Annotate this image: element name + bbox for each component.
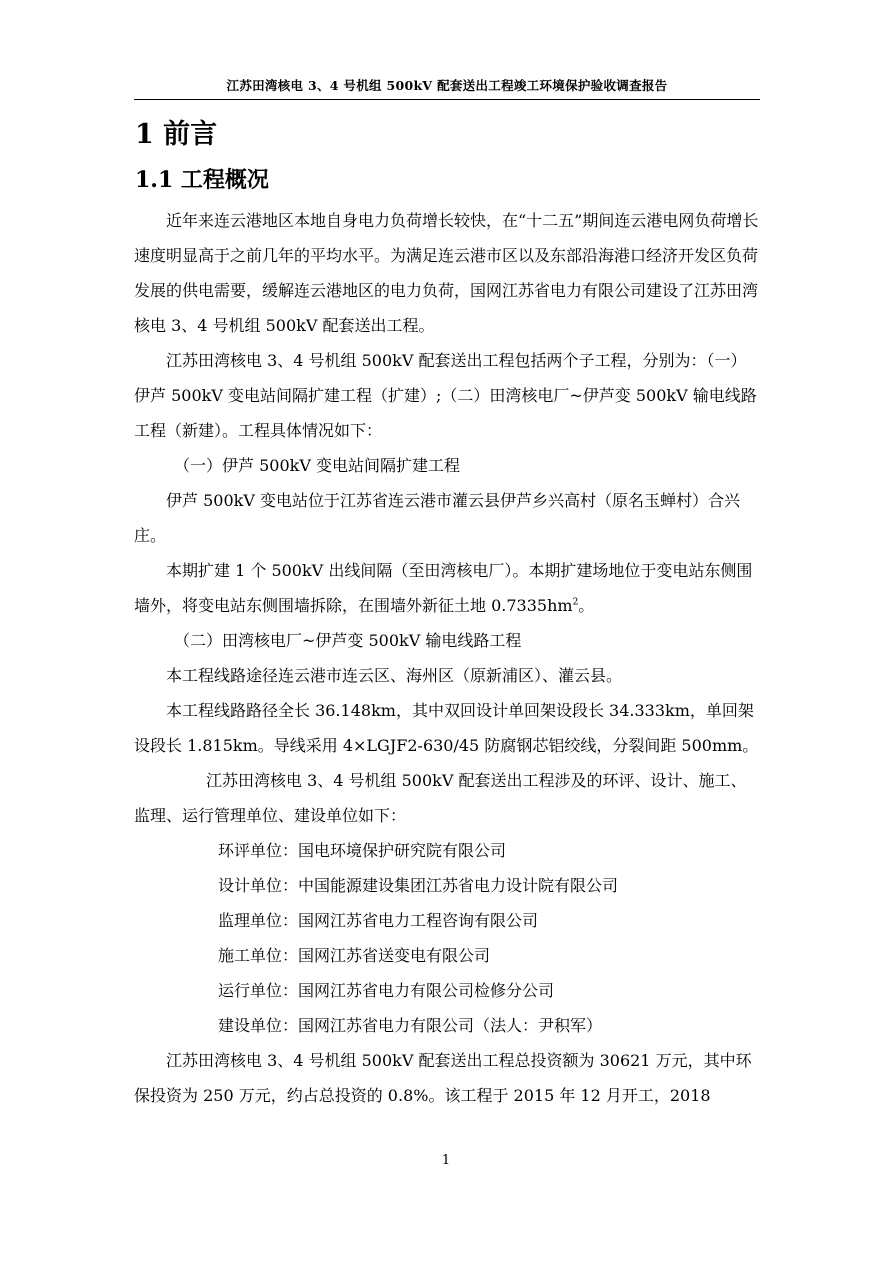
org-name: 国网江苏省电力工程咨询有限公司 xyxy=(298,911,539,930)
org-role: 环评单位： xyxy=(218,841,299,860)
paragraph-line-length: 本工程线路路径全长 36.148km，其中双回设计单回架设段长 34.333km，单回架设段长 1.815km。导线采用 4×LGJF2-630/45 防腐钢芯铝绞线，分裂间距 500mm。 xyxy=(134,701,759,755)
paragraph-substation-location: 伊芦 500kV 变电站位于江苏省连云港市灌云县伊芦乡兴高村（原名玉蝉村）合兴庄。 xyxy=(134,491,740,545)
paragraph-expansion xyxy=(134,553,760,623)
org-row-operation xyxy=(134,973,760,1008)
page-number: 1 xyxy=(441,1153,451,1168)
org-role: 设计单位： xyxy=(218,876,299,895)
org-role: 建设单位： xyxy=(218,1016,299,1035)
header-rule xyxy=(134,99,760,100)
paragraph-subprojects: 江苏田湾核电 3、4 号机组 500kV 配套送出工程包括两个子工程，分别为：（一）伊芦 500kV 变电站间隔扩建工程（扩建）;（二）田湾核电厂~伊芦变 500kV 输电线路工程（新建）。工程具体情况如下： xyxy=(134,351,757,440)
org-row-construction xyxy=(134,938,760,973)
org-role: 施工单位： xyxy=(218,946,299,965)
superscript-2: 2 xyxy=(572,597,579,608)
expansion-end: 。 xyxy=(578,596,595,615)
org-name: 国网江苏省电力有限公司检修分公司 xyxy=(298,981,555,1000)
org-role: 监理单位： xyxy=(218,911,299,930)
org-row-supervision xyxy=(134,903,760,938)
org-name: 国网江苏省送变电有限公司 xyxy=(298,946,491,965)
paragraph-route: 本工程线路途径连云港市连云区、海州区（原新浦区）、灌云县。 xyxy=(166,666,623,685)
body-text xyxy=(134,203,760,1113)
expansion-text: 本期扩建 1 个 500kV 出线间隔（至田湾核电厂）。本期扩建场地位于变电站东侧围墙外，将变电站东侧围墙拆除，在围墙外新征土地 0.7335hm xyxy=(134,561,753,615)
chapter-heading: 1 前言 xyxy=(135,119,218,150)
running-header: 江苏田湾核电 3、4 号机组 500kV 配套送出工程竣工环境保护验收调查报告 xyxy=(226,78,668,93)
subproject-2-title: （二）田湾核电厂~伊芦变 500kV 输电线路工程 xyxy=(174,631,522,650)
org-row-design xyxy=(134,868,760,903)
organization-list xyxy=(134,833,760,1043)
org-role: 运行单位： xyxy=(218,981,299,1000)
paragraph-units-intro: 江苏田湾核电 3、4 号机组 500kV 配套送出工程涉及的环评、设计、施工、监理、运行管理单位、建设单位如下： xyxy=(134,771,747,825)
paragraph-investment: 江苏田湾核电 3、4 号机组 500kV 配套送出工程总投资额为 30621 万元，其中环保投资为 250 万元，约占总投资的 0.8%。该工程于 2015 年 12 月开工，2018 xyxy=(134,1051,752,1105)
org-name: 国电环境保护研究院有限公司 xyxy=(298,841,507,860)
org-row-builder xyxy=(134,1008,760,1043)
org-name: 国网江苏省电力有限公司（法人：尹积军） xyxy=(298,1016,603,1035)
org-name: 中国能源建设集团江苏省电力设计院有限公司 xyxy=(298,876,619,895)
org-row-eia xyxy=(134,833,760,868)
section-heading: 1.1 工程概况 xyxy=(135,167,269,193)
paragraph-background: 近年来连云港地区本地自身电力负荷增长较快，在“十二五”期间连云港电网负荷增长速度明显高于之前几年的平均水平。为满足连云港市区以及东部沿海港口经济开发区负荷发展的供电需要，缓解连云港地区的电力负荷，国网江苏省电力有限公司建设了江苏田湾核电 3、4 号机组 500kV 配套送出工程。 xyxy=(134,211,759,335)
subproject-1-title: （一）伊芦 500kV 变电站间隔扩建工程 xyxy=(174,456,460,475)
